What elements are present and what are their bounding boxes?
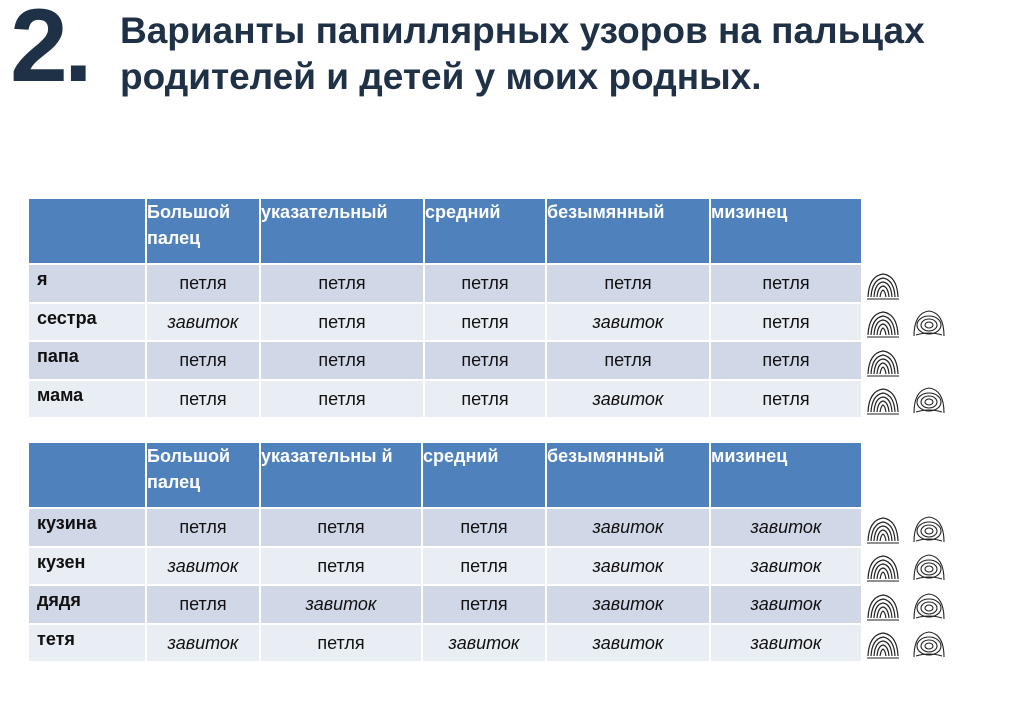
loop-fingerprint-icon [866, 514, 900, 544]
table-cell: завиток [423, 625, 545, 663]
row-label: кузен [29, 548, 145, 586]
table-cell: петля [261, 342, 423, 381]
whorl-fingerprint-icon [912, 308, 946, 338]
table-cell: петля [261, 304, 423, 342]
table-cell: завиток [547, 381, 709, 419]
table-cell: завиток [547, 509, 709, 548]
header-cell: мизинец [711, 443, 861, 509]
table-cell: завиток [547, 304, 709, 342]
row-label: кузина [29, 509, 145, 548]
table-row [29, 381, 861, 419]
table-row [29, 509, 861, 548]
row-label: тетя [29, 625, 145, 663]
table-cell: петля [547, 265, 709, 304]
table-cell: завиток [147, 548, 259, 586]
fingerprint-table-relatives [27, 443, 863, 663]
row-label: я [29, 265, 145, 304]
whorl-fingerprint-icon [912, 629, 946, 659]
row-label: папа [29, 342, 145, 381]
table-cell: петля [147, 265, 259, 304]
fingerprint-table-parents [27, 199, 863, 419]
table-cell: завиток [711, 509, 861, 548]
table-cell: завиток [547, 548, 709, 586]
row-label: дядя [29, 586, 145, 625]
slide-title: Варианты папиллярных узоров на пальцах родителей и детей у моих родных. [120, 10, 925, 97]
header-cell [29, 199, 145, 265]
table-cell: петля [425, 304, 545, 342]
table-row [29, 548, 861, 586]
table-cell: петля [147, 381, 259, 419]
loop-fingerprint-icon [866, 308, 900, 338]
header-cell: средний [423, 443, 545, 509]
table-cell: петля [711, 381, 861, 419]
table-cell: петля [147, 509, 259, 548]
table-cell: завиток [711, 625, 861, 663]
header-cell: безымянный [547, 443, 709, 509]
row-label: сестра [29, 304, 145, 342]
slide-number: 2. [10, 0, 89, 104]
header-cell: безымянный [547, 199, 709, 265]
header-cell: Большой палец [147, 443, 259, 509]
table-row [29, 586, 861, 625]
table-cell: петля [547, 342, 709, 381]
table-cell: петля [425, 265, 545, 304]
loop-fingerprint-icon [866, 347, 900, 377]
table-cell: петля [147, 586, 259, 625]
table-row [29, 342, 861, 381]
header-cell: мизинец [711, 199, 861, 265]
header-cell: Большой палец [147, 199, 259, 265]
table-row [29, 625, 861, 663]
header-cell: средний [425, 199, 545, 265]
table-row [29, 265, 861, 304]
table-row [29, 304, 861, 342]
table-cell: петля [711, 265, 861, 304]
table-cell: петля [261, 548, 421, 586]
table-cell: петля [261, 509, 421, 548]
loop-fingerprint-icon [866, 385, 900, 415]
table-cell: петля [425, 381, 545, 419]
table-cell: петля [711, 304, 861, 342]
table-cell: завиток [547, 625, 709, 663]
table-cell: завиток [547, 586, 709, 625]
table-cell: петля [711, 342, 861, 381]
table-cell: петля [425, 342, 545, 381]
loop-fingerprint-icon [866, 629, 900, 659]
loop-fingerprint-icon [866, 552, 900, 582]
table-cell: завиток [261, 586, 421, 625]
loop-fingerprint-icon [866, 591, 900, 621]
table-cell: петля [261, 265, 423, 304]
table-cell: петля [423, 548, 545, 586]
table-cell: петля [261, 625, 421, 663]
whorl-fingerprint-icon [912, 552, 946, 582]
table-cell: завиток [711, 548, 861, 586]
header-cell: указательны й [261, 443, 421, 509]
header-cell: указательный [261, 199, 423, 265]
table-cell: петля [261, 381, 423, 419]
row-label: мама [29, 381, 145, 419]
table-cell: завиток [147, 304, 259, 342]
table-cell: завиток [147, 625, 259, 663]
header-cell [29, 443, 145, 509]
table-cell: завиток [711, 586, 861, 625]
table-cell: петля [423, 509, 545, 548]
whorl-fingerprint-icon [912, 385, 946, 415]
whorl-fingerprint-icon [912, 591, 946, 621]
whorl-fingerprint-icon [912, 514, 946, 544]
loop-fingerprint-icon [866, 270, 900, 300]
table-cell: петля [423, 586, 545, 625]
table-cell: петля [147, 342, 259, 381]
